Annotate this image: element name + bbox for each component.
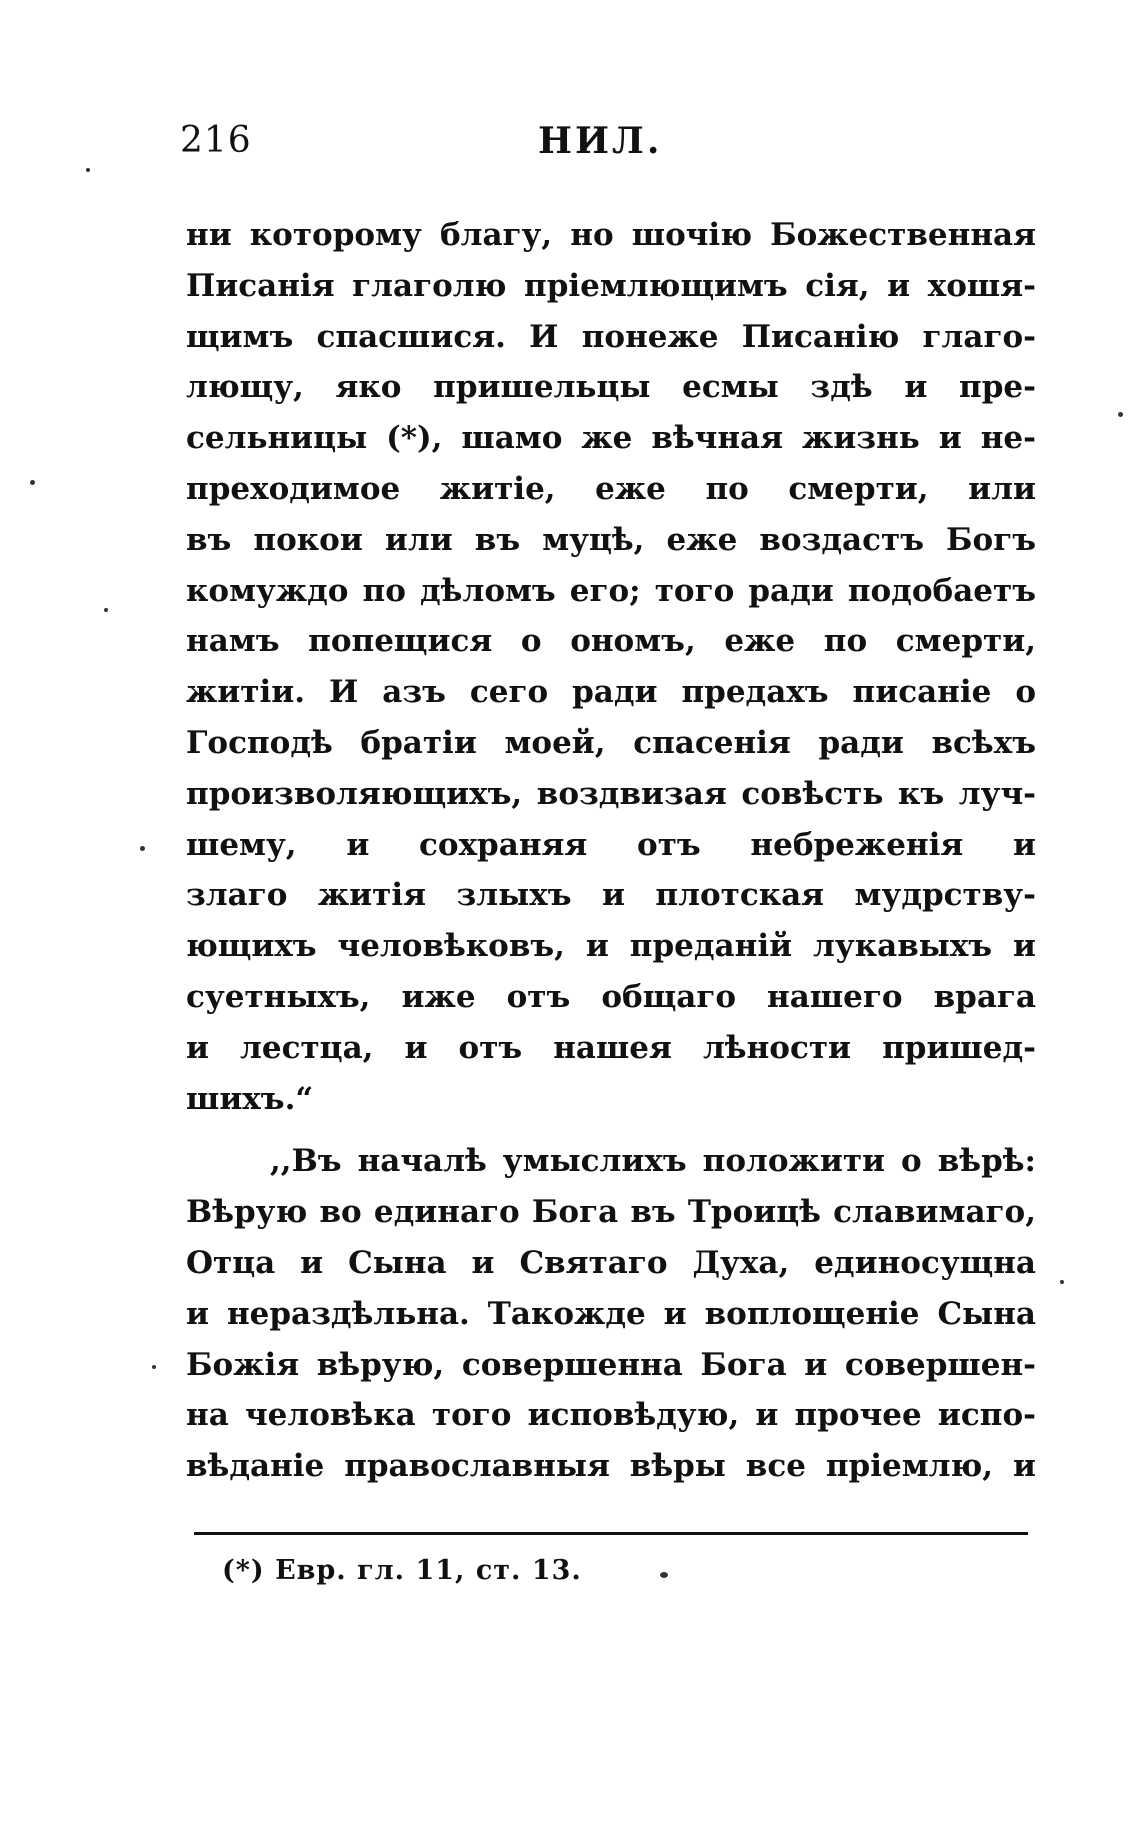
running-head: НИЛ. [538,120,663,162]
scan-speck [140,846,145,851]
page-number: 216 [180,120,252,161]
text-line: комуждо по дѣломъ его; того ради подобаетъ [186,572,1036,609]
scan-speck [660,1572,668,1578]
text-line: Писанія глаголю пріемлющимъ сія, и хошя- [186,267,1036,304]
scan-speck [1118,412,1123,417]
text-line: злаго житія злыхъ и плотская мудрству- [186,877,1036,914]
text-line: Отца и Сына и Святаго Духа, единосущна [186,1244,1036,1281]
scan-speck [86,168,90,172]
text-line: шихъ.“ [186,1080,314,1117]
text-line: житіи. И азъ сего ради предахъ писаніе о [186,674,1036,711]
text-line: Божія вѣрую, совершенна Бога и совершен- [186,1346,1036,1383]
text-line: вѣданіе православныя вѣры все пріемлю, и [186,1448,1036,1485]
footnote-separator [194,1532,1028,1535]
text-line: произволяющихъ, воздвизая совѣсть къ луч- [186,775,1036,812]
text-line: на человѣка того исповѣдую, и прочее испо- [186,1397,1036,1434]
text-line: преходимое житіе, еже по смерти, или [186,470,1036,507]
text-line: ющихъ человѣковъ, и преданій лукавыхъ и [186,928,1036,965]
text-line: лющу, яко пришельцы есмы здѣ и пре- [186,369,1036,406]
text-line: ни которому благу, но шочію Божественная [186,217,1036,253]
text-line: шему, и сохраняя отъ небреженія и [186,826,1036,863]
scan-speck [1060,1280,1064,1284]
text-line: и нераздѣльна. Такожде и воплощеніе Сына [186,1295,1036,1332]
paragraph-start-line: ,,Въ началѣ умыслихъ положити о вѣрѣ: [270,1143,1036,1180]
text-line: щимъ спасшися. И понеже Писанію глаго- [186,318,1036,355]
body-text [186,210,1036,1492]
text-line: сельницы (*), шамо же вѣчная жизнь и не- [186,420,1036,457]
text-line: намъ попещися о ономъ, еже по смерти, [186,623,1036,660]
scan-speck [30,480,35,485]
scan-speck [152,1365,156,1369]
text-line: суетныхъ, иже отъ общаго нашего врага [186,978,1036,1015]
scan-speck [104,608,108,612]
page-header [180,120,1030,180]
footnote: (*) Евр. гл. 11, ст. 13. [222,1555,582,1586]
text-line: и лестца, и отъ нашея лѣности пришед- [186,1029,1036,1066]
text-line: въ покои или въ муцѣ, еже воздастъ Богъ [186,521,1036,558]
text-line: Вѣрую во единаго Бога въ Троицѣ славимаго, [186,1194,1036,1231]
text-line: Господѣ братіи моей, спасенія ради всѣхъ [186,724,1036,761]
